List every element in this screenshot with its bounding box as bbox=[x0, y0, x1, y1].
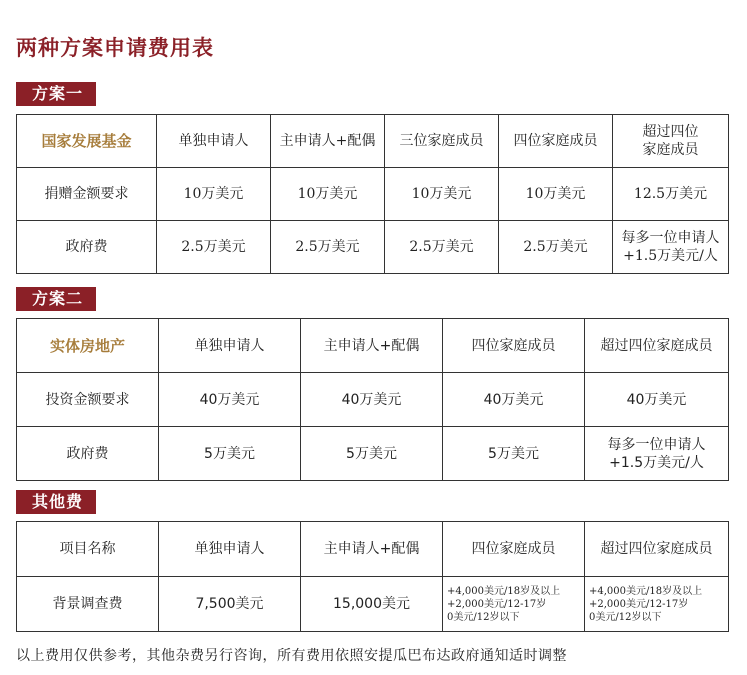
row-label: 政府费 bbox=[17, 427, 159, 481]
page-title: 两种方案申请费用表 bbox=[16, 36, 214, 60]
plan1-table bbox=[16, 114, 729, 274]
table-row bbox=[17, 221, 729, 274]
table-cell bbox=[443, 577, 585, 632]
table-cell: 10万美元 bbox=[157, 168, 271, 221]
table-header-cell: 四位家庭成员 bbox=[443, 319, 585, 373]
row-label: 背景调查费 bbox=[17, 577, 159, 632]
table-header-cell: 实体房地产 bbox=[17, 319, 159, 373]
table-header-cell: 单独申请人 bbox=[159, 319, 301, 373]
table-cell bbox=[585, 427, 729, 481]
table-cell bbox=[585, 577, 729, 632]
table-cell: 5万美元 bbox=[159, 427, 301, 481]
table-cell: 2.5万美元 bbox=[385, 221, 499, 274]
table-header-cell: 三位家庭成员 bbox=[385, 115, 499, 168]
table-cell: 40万美元 bbox=[301, 373, 443, 427]
row-label: 投资金额要求 bbox=[17, 373, 159, 427]
table-row bbox=[17, 115, 729, 168]
footnote: 以上费用仅供参考，其他杂费另行咨询，所有费用依照安提瓜巴布达政府通知适时调整 bbox=[16, 648, 567, 664]
table-cell: 15,000美元 bbox=[301, 577, 443, 632]
cell-line: +1.5万美元/人 bbox=[623, 248, 718, 264]
table-header-cell: 主申请人+配偶 bbox=[301, 522, 443, 577]
table-header-cell: 项目名称 bbox=[17, 522, 159, 577]
cell-line: 每多一位申请人 bbox=[607, 436, 706, 453]
table-header-cell: 单独申请人 bbox=[159, 522, 301, 577]
table-cell: 40万美元 bbox=[443, 373, 585, 427]
header-line: 家庭成员 bbox=[642, 142, 699, 158]
other-fees-table bbox=[16, 521, 729, 632]
table-cell: 10万美元 bbox=[499, 168, 613, 221]
table-row bbox=[17, 427, 729, 481]
table-row bbox=[17, 522, 729, 577]
table-cell: 7,500美元 bbox=[159, 577, 301, 632]
table-header-cell: 四位家庭成员 bbox=[499, 115, 613, 168]
header-line: 超过四位 bbox=[642, 124, 699, 140]
table-cell: 2.5万美元 bbox=[271, 221, 385, 274]
table-cell: 5万美元 bbox=[443, 427, 585, 481]
table-cell: 10万美元 bbox=[385, 168, 499, 221]
table-row bbox=[17, 373, 729, 427]
section-label-plan2: 方案二 bbox=[16, 287, 96, 311]
table-header-cell: 超过四位家庭成员 bbox=[585, 319, 729, 373]
table-row bbox=[17, 319, 729, 373]
cell-line: 0美元/12岁以下 bbox=[447, 611, 520, 623]
table-cell: 2.5万美元 bbox=[157, 221, 271, 274]
section-label-plan1: 方案一 bbox=[16, 82, 96, 106]
row-label: 政府费 bbox=[17, 221, 157, 274]
table-cell: 10万美元 bbox=[271, 168, 385, 221]
table-cell: 40万美元 bbox=[585, 373, 729, 427]
table-row bbox=[17, 577, 729, 632]
cell-line: +4,000美元/18岁及以上 bbox=[447, 585, 561, 597]
row-label: 捐赠金额要求 bbox=[17, 168, 157, 221]
table-header-cell: 主申请人+配偶 bbox=[301, 319, 443, 373]
cell-line: +2,000美元/12-17岁 bbox=[589, 598, 689, 610]
cell-line: +4,000美元/18岁及以上 bbox=[589, 585, 703, 597]
table-cell bbox=[613, 221, 729, 274]
table-cell: 40万美元 bbox=[159, 373, 301, 427]
cell-line: 0美元/12岁以下 bbox=[589, 611, 662, 623]
section-label-other: 其他费用 bbox=[16, 490, 96, 514]
cell-line: +1.5万美元/人 bbox=[609, 454, 704, 471]
table-header-cell: 超过四位家庭成员 bbox=[585, 522, 729, 577]
table-row bbox=[17, 168, 729, 221]
cell-line: 每多一位申请人 bbox=[621, 230, 720, 246]
table-header-cell: 主申请人+配偶 bbox=[271, 115, 385, 168]
cell-line: +2,000美元/12-17岁 bbox=[447, 598, 547, 610]
table-cell: 12.5万美元 bbox=[613, 168, 729, 221]
table-header-cell: 国家发展基金 bbox=[17, 115, 157, 168]
table-cell: 2.5万美元 bbox=[499, 221, 613, 274]
table-header-cell bbox=[613, 115, 729, 168]
table-header-cell: 四位家庭成员 bbox=[443, 522, 585, 577]
plan2-table bbox=[16, 318, 729, 481]
table-header-cell: 单独申请人 bbox=[157, 115, 271, 168]
table-cell: 5万美元 bbox=[301, 427, 443, 481]
